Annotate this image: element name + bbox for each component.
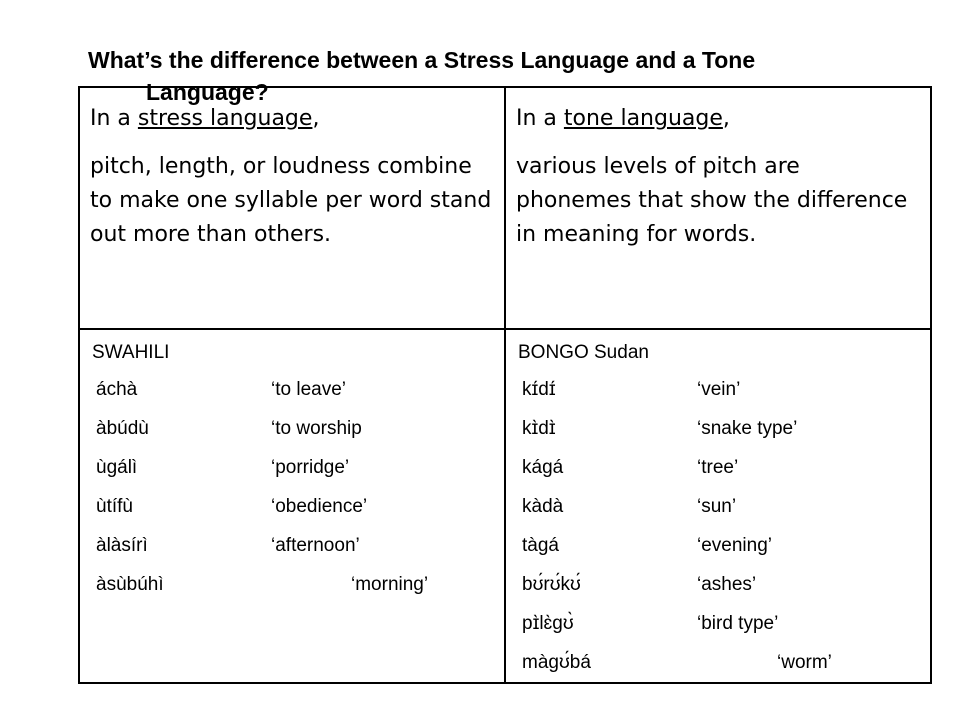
stress-heading-prefix: In a: [90, 106, 138, 131]
example-word: kágá: [522, 457, 564, 478]
title-line-2: Language?: [146, 79, 269, 105]
example-row: [518, 526, 918, 565]
example-gloss: ‘snake type’: [697, 418, 798, 439]
example-gloss: ‘bird type’: [697, 613, 779, 634]
swahili-label: SWAHILI: [92, 342, 170, 363]
example-word: kàdà: [522, 496, 564, 517]
example-gloss: ‘to worship: [271, 418, 362, 439]
bongo-label: BONGO Sudan: [518, 342, 649, 363]
bongo-examples-cell: [505, 329, 931, 683]
example-word: màgʊ́bá: [522, 652, 591, 673]
example-row: [92, 409, 492, 448]
example-gloss: ‘ashes’: [697, 574, 757, 595]
example-gloss: ‘morning’: [351, 574, 429, 595]
example-row: [518, 448, 918, 487]
slide-title: [88, 44, 948, 108]
example-word: ùgálì: [96, 457, 138, 478]
example-row: [518, 487, 918, 526]
example-word: ùtífù: [96, 496, 133, 517]
tone-definition: various levels of pitch are phonemes that show the difference in meaning for words.: [516, 154, 908, 247]
comparison-table: [78, 86, 932, 684]
example-gloss: ‘to leave’: [271, 379, 346, 400]
example-row: [518, 604, 918, 643]
example-word: kɪ́dɪ́: [522, 379, 556, 400]
example-row: [92, 448, 492, 487]
example-word: bʊ́rʊ́kʊ́: [522, 574, 581, 595]
example-gloss: ‘vein’: [697, 379, 741, 400]
example-row: [518, 409, 918, 448]
example-word: àbúdù: [96, 418, 149, 439]
stress-language-term: stress language: [137, 106, 313, 131]
example-word: àsùbúhì: [96, 574, 164, 595]
example-gloss: ‘worm’: [777, 652, 832, 673]
tone-heading-suffix: ,: [722, 106, 730, 131]
example-row: [92, 526, 492, 565]
example-row: [518, 565, 918, 604]
example-word: áchà: [96, 379, 138, 400]
example-gloss: ‘evening’: [697, 535, 772, 556]
example-gloss: ‘afternoon’: [271, 535, 360, 556]
example-gloss: ‘obedience’: [271, 496, 368, 517]
example-row: [92, 487, 492, 526]
example-word: tàgá: [522, 535, 559, 556]
swahili-examples-cell: [79, 329, 505, 683]
tone-heading-prefix: In a: [516, 106, 564, 131]
stress-definition: pitch, length, or loudness combine to make one syllable per word stand out more than others.: [90, 154, 492, 247]
example-gloss: ‘sun’: [697, 496, 737, 517]
tone-language-term: tone language: [563, 106, 723, 131]
example-word: àlàsírì: [96, 535, 148, 556]
example-gloss: ‘porridge’: [271, 457, 350, 478]
example-word: kɪ̀dɪ̀: [522, 418, 556, 439]
stress-heading-suffix: ,: [312, 106, 320, 131]
example-gloss: ‘tree’: [697, 457, 739, 478]
stress-language-cell: [79, 87, 505, 329]
example-row: [518, 643, 918, 682]
example-row: [92, 370, 492, 409]
tone-language-cell: [505, 87, 931, 329]
example-row: [92, 565, 492, 604]
example-row: [518, 370, 918, 409]
example-word: pɪ̀lɛ̀gʊ̀: [522, 613, 574, 634]
title-line-1: What’s the difference between a Stress Language and a Tone: [88, 47, 756, 73]
